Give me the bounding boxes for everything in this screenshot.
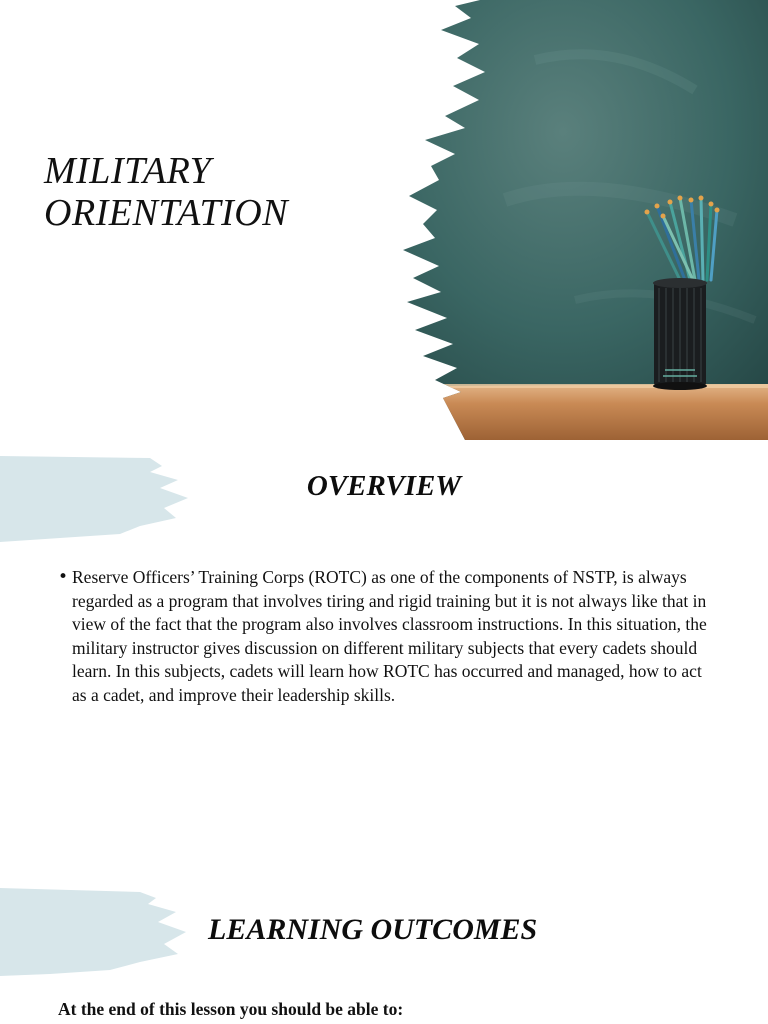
overview-bullet <box>58 566 708 707</box>
brush-stroke-decoration <box>0 884 200 978</box>
slide-title <box>44 150 288 234</box>
title-slide <box>0 0 768 440</box>
title-line-1: MILITARY <box>44 150 212 192</box>
learning-outcomes-intro: At the end of this lesson you should be able to: <box>58 999 404 1019</box>
overview-slide <box>0 440 768 880</box>
bullet-icon: • <box>58 567 69 587</box>
chalkboard-photo <box>395 0 768 440</box>
title-line-2: ORIENTATION <box>44 192 289 234</box>
overview-paragraph: Reserve Officers’ Training Corps (ROTC) as one of the components of NSTP, is always regarded as a program that involves tiring and rigid training but it is not always like that in view of the fact that the program also involves classroom instructions. In this situation, the military instructor gives discussion on different military subjects that every cadets should learn. In this subjects, cadets will learn how ROTC has occurred and managed, how to act as a cadet, and improve their leadership skills. <box>72 567 707 705</box>
learning-outcomes-slide <box>0 880 768 1024</box>
overview-heading: OVERVIEW <box>306 470 462 502</box>
learning-outcomes-heading: LEARNING OUTCOMES <box>208 913 538 946</box>
